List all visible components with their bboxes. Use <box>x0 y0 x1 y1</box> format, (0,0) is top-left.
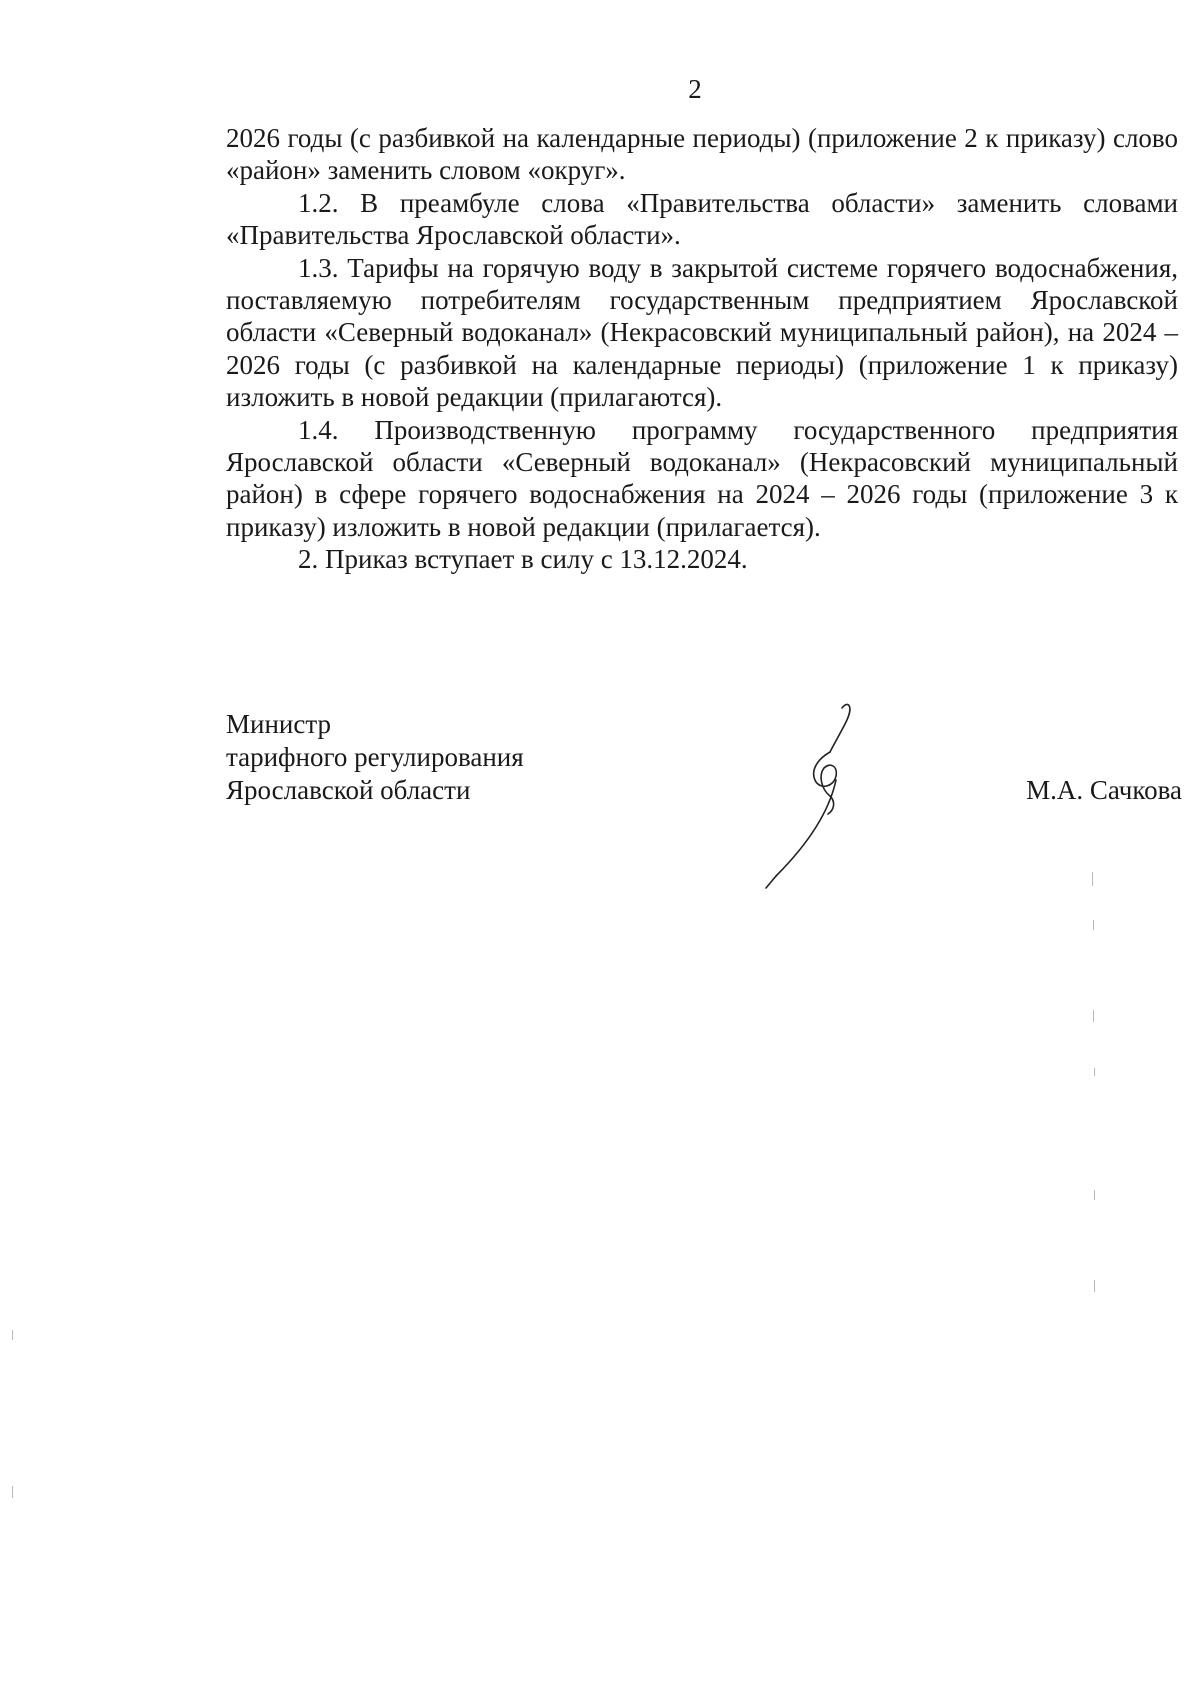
scan-artifact <box>1093 1010 1094 1022</box>
scan-artifact <box>1092 872 1093 886</box>
document-body <box>226 122 1178 576</box>
handwritten-signature <box>750 700 900 890</box>
scan-artifact <box>1093 920 1094 930</box>
paragraph-continuation: 2026 годы (с разбивкой на календарные периоды) (приложение 2 к приказу) слово «район» заменить словом «округ». <box>226 123 1178 186</box>
paragraph-1-2: 1.2. В преамбуле слова «Правительства области» заменить словами «Правительства Ярославской области». <box>226 187 1178 251</box>
signatory-name: М.А. Сачкова <box>1026 775 1182 805</box>
scan-artifact <box>12 1486 13 1498</box>
scan-artifact <box>12 1330 13 1340</box>
scan-artifact <box>1094 1280 1095 1292</box>
scan-artifact <box>1094 1068 1095 1076</box>
paragraph-1-3: 1.3. Тарифы на горячую воду в закрытой системе горячего водоснабжения, поставляемую потребителям государственным предприятием Ярославской области «Северный водоканал» (Некрасовский муниципальный район), на 2024 – 2026 годы (с разбивкой на календарные периоды) (приложение 1 к приказу) изложить в новой редакции (прилагаются). <box>226 252 1178 413</box>
position-line: Министр <box>226 709 331 739</box>
signatory-position <box>226 708 626 807</box>
paragraph-2: 2. Приказ вступает в силу с 13.12.2024. <box>298 544 748 575</box>
scan-artifact <box>1094 1190 1095 1200</box>
position-line: тарифного регулирования <box>226 742 524 772</box>
page-number: 2 <box>688 74 702 104</box>
position-line: Ярославской области <box>226 775 471 805</box>
paragraph-1-4: 1.4. Производственную программу государственного предприятия Ярославской области «Северный водоканал» (Некрасовский муниципальный район) в сфере горячего водоснабжения на 2024 – 2026 годы (приложение 3 к приказу) изложить в новой редакции (прилагается). <box>226 414 1178 542</box>
